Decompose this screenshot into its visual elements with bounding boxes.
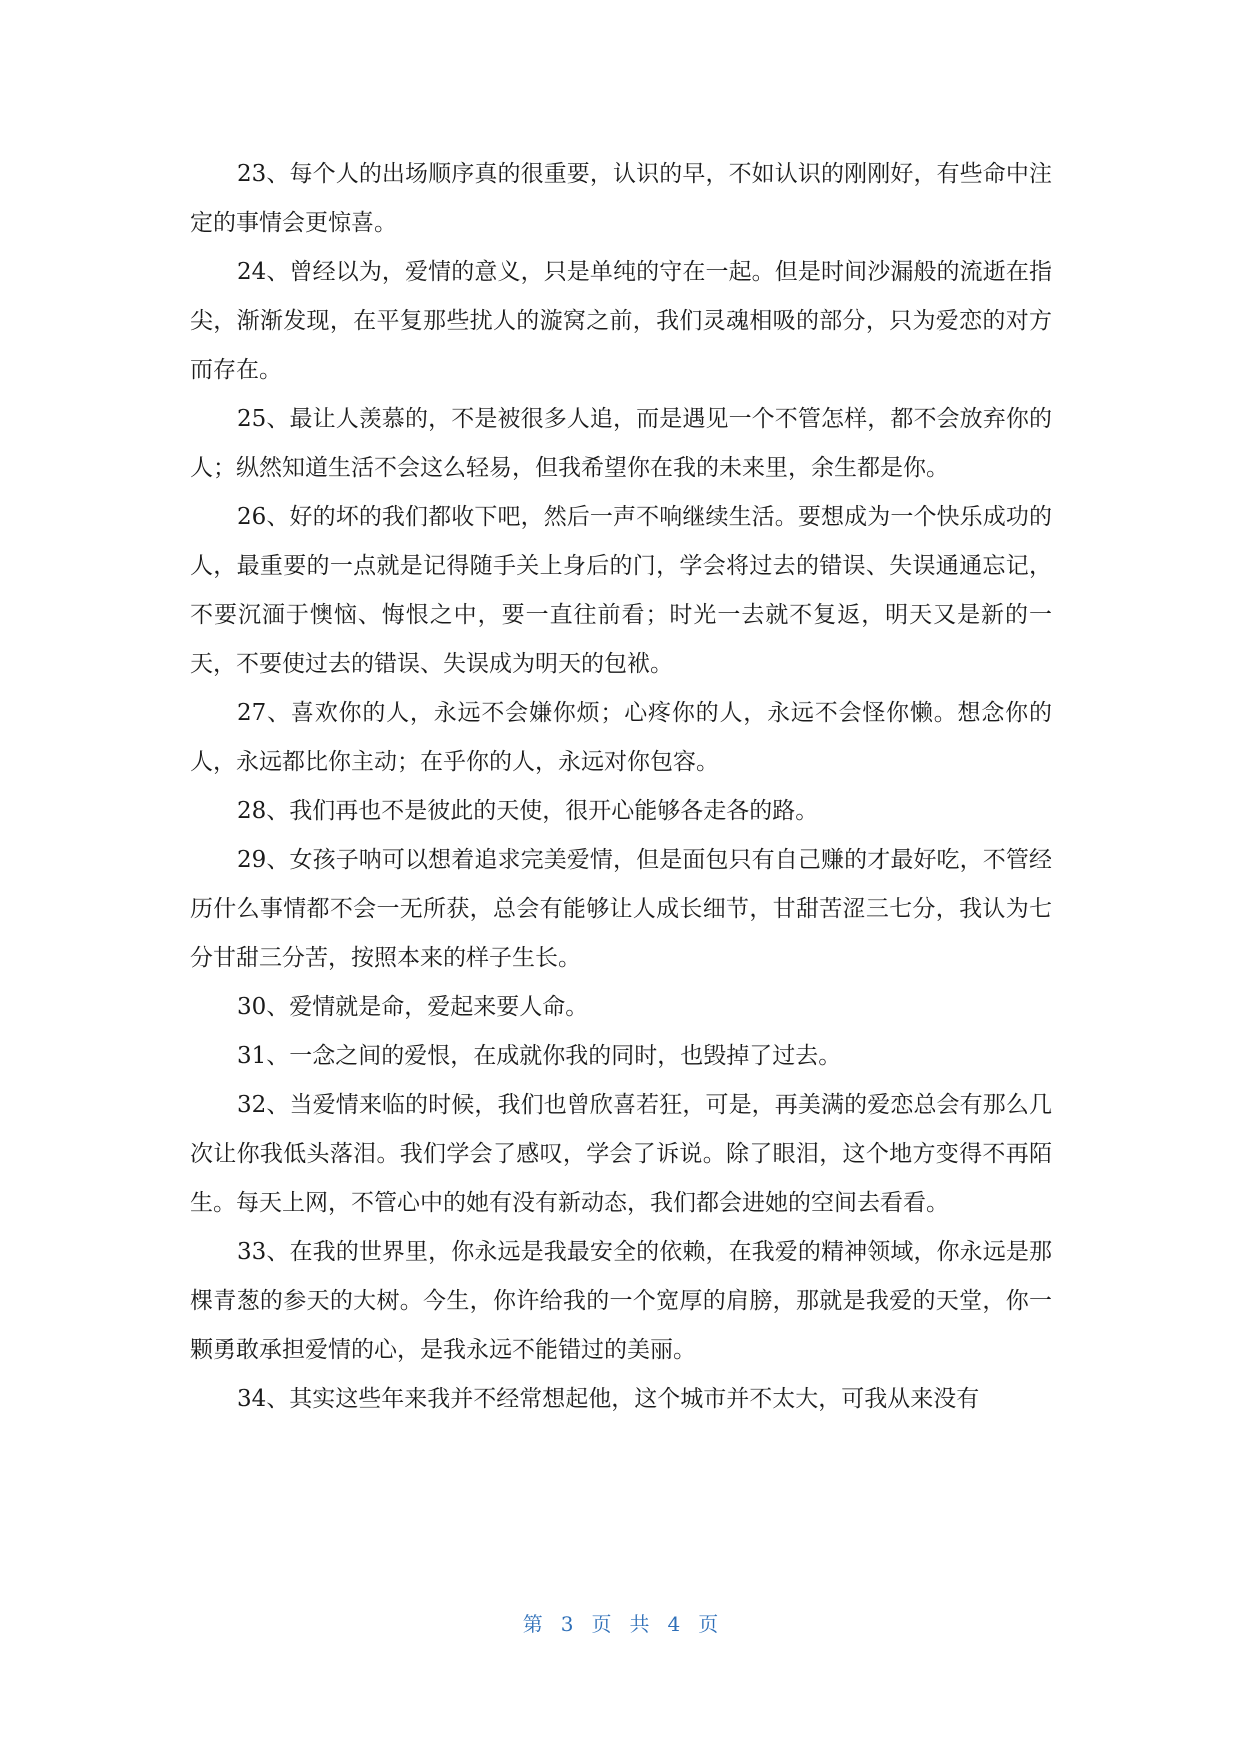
page-footer — [0, 1608, 1241, 1637]
paragraph-34: 34、其实这些年来我并不经常想起他，这个城市并不太大，可我从来没有 — [237, 1386, 980, 1412]
footer-ye2: 页 — [698, 1612, 719, 1636]
paragraph-24: 24、曾经以为，爱情的意义，只是单纯的守在一起。但是时间沙漏般的流逝在指尖，渐渐发现，在平复那些扰人的漩窝之前，我们灵魂相吸的部分，只为爱恋的对方而存在。 — [190, 259, 1052, 383]
paragraph-26: 26、好的坏的我们都收下吧，然后一声不响继续生活。要想成为一个快乐成功的人，最重要的一点就是记得随手关上身后的门，学会将过去的错误、失误通通忘记，不要沉湎于懊恼、悔恨之中，要一直往前看；时光一去就不复返，明天又是新的一天，不要使过去的错误、失误成为明天的包袱。 — [190, 504, 1052, 677]
paragraph-28: 28、我们再也不是彼此的天使，很开心能够各走各的路。 — [237, 798, 819, 824]
paragraph-31: 31、一念之间的爱恨，在成就你我的同时，也毁掉了过去。 — [237, 1043, 842, 1069]
paragraph-27: 27、喜欢你的人，永远不会嫌你烦；心疼你的人，永远不会怪你懒。想念你的人，永远都比你主动；在乎你的人，永远对你包容。 — [190, 700, 1052, 775]
paragraph-29: 29、女孩子呐可以想着追求完美爱情，但是面包只有自己赚的才最好吃，不管经历什么事情都不会一无所获，总会有能够让人成长细节，甘甜苦涩三七分，我认为七分甘甜三分苦，按照本来的样子生长。 — [190, 847, 1052, 971]
document-body — [190, 150, 1052, 1424]
footer-ye: 页 — [591, 1612, 612, 1636]
paragraph-25: 25、最让人羡慕的，不是被很多人追，而是遇见一个不管怎样，都不会放弃你的人；纵然知道生活不会这么轻易，但我希望你在我的未来里，余生都是你。 — [190, 406, 1052, 481]
footer-page-number: 3 — [560, 1612, 574, 1636]
paragraph-32: 32、当爱情来临的时候，我们也曾欣喜若狂，可是，再美满的爱恋总会有那么几次让你我低头落泪。我们学会了感叹，学会了诉说。除了眼泪，这个地方变得不再陌生。每天上网，不管心中的她有没有新动态，我们都会进她的空间去看看。 — [190, 1092, 1052, 1216]
footer-gong: 共 — [629, 1612, 650, 1636]
footer-di: 第 — [522, 1612, 543, 1636]
paragraph-30: 30、爱情就是命，爱起来要人命。 — [237, 994, 589, 1020]
paragraph-23: 23、每个人的出场顺序真的很重要，认识的早，不如认识的刚刚好，有些命中注定的事情会更惊喜。 — [190, 161, 1052, 236]
footer-total-pages: 4 — [667, 1612, 681, 1636]
paragraph-33: 33、在我的世界里，你永远是我最安全的依赖，在我爱的精神领域，你永远是那棵青葱的参天的大树。今生，你许给我的一个宽厚的肩膀，那就是我爱的天堂，你一颗勇敢承担爱情的心，是我永远不能错过的美丽。 — [190, 1239, 1052, 1363]
